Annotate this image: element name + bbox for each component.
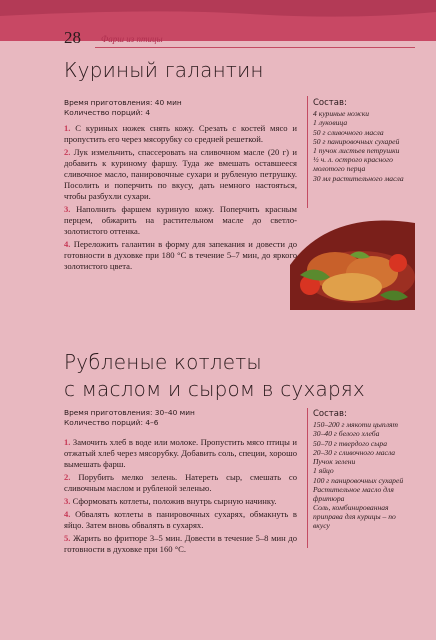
ingredient-item: Соль, комбинированная приправа для курицы – по вкусу [313, 503, 396, 530]
recipe2-ingredients-divider [307, 408, 308, 548]
recipe1-step: 3. Наполнить фаршем куриную кожу. Поперчить красным перцем, обжарить на растительном масле до светло-золотистого оттенка. [64, 204, 297, 236]
ingredient-item: 20–30 г сливочного масла [313, 447, 396, 457]
recipe2-portions: Количество порций: 4–6 [64, 418, 159, 427]
recipe2-step: 1. Замочить хлеб в воде или молоке. Пропустить мясо птицы и отжатый хлеб через мясорубку. Добавить соль, специи, хорошо вымешать фарш. [64, 437, 297, 469]
ingredient-item: 1 пучок листьев петрушки [313, 146, 400, 156]
section-title: Фарш из птицы [101, 34, 163, 44]
ingredient-item: Растительное масло для фритюра [313, 485, 394, 503]
recipe2-ingredients [313, 421, 411, 531]
recipe1-meta [64, 98, 182, 118]
ingredient-item: ½ ч. л. острого красного молотого перца [313, 155, 393, 174]
recipe1-step: 2. Лук измельчить, спассеровать на сливочном масле (20 г) и добавить к куриному фаршу. Туда же вмешать оставшееся сливочное масло, панировочные сухари и рубленую петрушку. Посолить и поперчить по вкусу, дать немного настояться, чтобы разбухли сухари. [64, 147, 297, 201]
ingredient-item: 50–70 г твердого сыра [313, 438, 387, 448]
ingredient-item: 30 мл растительного масла [313, 173, 404, 183]
recipe2-step: 4. Обвалять котлеты в панировочных сухарях, обмакнуть в яйцо. Затем вновь обвалять в сухарях. [64, 509, 297, 530]
ingredient-item: 50 г панировочных сухарей [313, 136, 400, 146]
recipe1-step: 4. Переложить галантин в форму для запекания и довести до готовности в духовке при 180 °С в течение 5–7 мин, до яркого золотистого цвета. [64, 239, 297, 271]
recipe1-steps [64, 123, 297, 274]
recipe1-step: 1. С куриных ножек снять кожу. Срезать с костей мясо и пропустить его через мясорубку со средней решеткой. [64, 123, 297, 144]
recipe2-step: 2. Порубить мелко зелень. Натереть сыр, смешать со сливочным маслом и рубленой зеленью. [64, 472, 297, 493]
galantine-photo [290, 215, 415, 310]
ingredient-item: 30–40 г белого хлеба [313, 429, 380, 439]
recipe2-steps [64, 437, 297, 557]
recipe2-step: 3. Сформовать котлеты, положив внутрь сырную начинку. [64, 496, 277, 506]
recipe1-time: Время приготовления: 40 мин [64, 98, 182, 107]
page-number: 28 [64, 28, 81, 47]
recipe2-ingredients-title: Состав: [313, 409, 347, 419]
ingredient-item: 50 г сливочного масла [313, 127, 384, 137]
recipe2-title-line2: с маслом и сыром в сухарях [64, 377, 365, 401]
recipe2-title-line1: Рубленые котлеты [64, 350, 262, 374]
recipe2-time: Время приготовления: 30–40 мин [64, 408, 195, 417]
recipe1-ingredients [313, 110, 411, 184]
ingredient-item: 1 луковица [313, 118, 348, 128]
recipe1-ingredients-divider [307, 96, 308, 208]
ingredient-item: 100 г панировочных сухарей [313, 475, 404, 485]
recipe1-ingredients-title: Состав: [313, 98, 347, 108]
ingredient-item: 150–200 г мякоти цыплят [313, 420, 399, 429]
ingredient-item: 1 яйцо [313, 466, 334, 476]
ingredient-item: Пучок зелени [313, 457, 356, 467]
recipe1-portions: Количество порций: 4 [64, 108, 151, 117]
recipe2-meta [64, 408, 195, 428]
recipe2-step: 5. Жарить во фритюре 3–5 мин. Довести в течение 5–8 мин до готовности в духовке при 160 °С. [64, 533, 297, 554]
header-rule [95, 47, 415, 48]
recipe1-title: Куриный галантин [64, 58, 264, 82]
ingredient-item: 4 куриные ножки [313, 109, 370, 118]
